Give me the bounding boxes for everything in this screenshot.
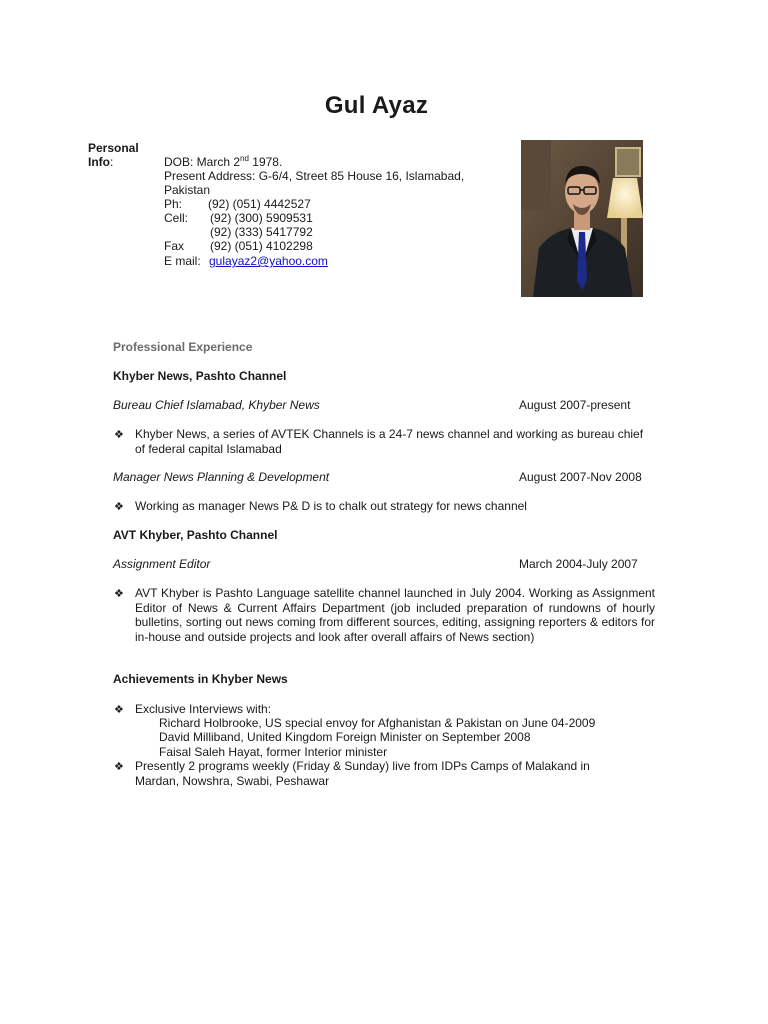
role-assignment-editor: Assignment Editor [113, 557, 211, 571]
address-line2: Pakistan [164, 183, 211, 197]
info-label: Info [88, 155, 110, 169]
profile-photo [521, 140, 643, 297]
fax-label: Fax [164, 239, 185, 253]
ph-label: Ph: [164, 197, 183, 211]
fax-value: (92) (051) 4102298 [210, 239, 313, 253]
info-colon: : [110, 155, 114, 169]
bullet-icon: ❖ [114, 501, 124, 513]
dob-line [164, 155, 282, 169]
email-link[interactable]: gulayaz2@yahoo.com [209, 254, 328, 268]
email-label: E mail: [164, 254, 201, 268]
bullet-icon: ❖ [114, 704, 124, 716]
interview-item: Richard Holbrooke, US special envoy for Afghanistan & Pakistan on June 04-2009 [159, 716, 596, 730]
achievement-idp-programs: Presently 2 programs weekly (Friday & Sunday) live from IDPs Camps of Malakand in Mardan, Nowshra, Swabi, Peshawar [135, 759, 590, 788]
section-professional-experience: Professional Experience [113, 340, 253, 354]
dob-suffix: 1978. [248, 155, 283, 169]
role-assignment-editor-desc: AVT Khyber is Pashto Language satellite channel launched in July 2004. Working as Assignment Editor of News & Current Affairs Department (job included preparation of rundowns of hourly bulletins, sorting out news coming from different sources, editing, assigning reporters & editors for in-house and outside projects and look after overall affairs of News section) [135, 586, 655, 644]
cell-value-1: (92) (300) 5909531 [210, 211, 313, 225]
role-manager-news: Manager News Planning & Development [113, 470, 330, 484]
role-manager-news-desc: Working as manager News P& D is to chalk out strategy for news channel [135, 499, 527, 513]
page-title: Gul Ayaz [324, 92, 429, 119]
cell-label: Cell: [164, 211, 189, 225]
bullet-icon: ❖ [114, 429, 124, 441]
employer-avt-khyber: AVT Khyber, Pashto Channel [113, 528, 278, 542]
role-bureau-chief-dates: August 2007-present [519, 398, 631, 412]
bullet-icon: ❖ [114, 588, 124, 600]
dob-sup: nd [240, 154, 249, 163]
personal-heading-line2 [88, 155, 113, 169]
role-bureau-chief: Bureau Chief Islamabad, Khyber News [113, 398, 320, 412]
achievement-interviews: Exclusive Interviews with: [135, 702, 272, 716]
ph-value: (92) (051) 4442527 [208, 197, 311, 211]
personal-heading: Personal [88, 141, 139, 155]
dob-prefix: DOB: March 2 [164, 155, 241, 169]
address-line1: Present Address: G-6/4, Street 85 House 16, Islamabad, [164, 169, 465, 183]
interview-item: David Milliband, United Kingdom Foreign Minister on September 2008 [159, 730, 531, 744]
section-achievements: Achievements in Khyber News [113, 672, 288, 686]
cell-value-2: (92) (333) 5417792 [210, 225, 313, 239]
role-bureau-chief-desc: Khyber News, a series of AVTEK Channels is a 24-7 news channel and working as bureau chief of federal capital Islamabad [135, 427, 644, 456]
interview-item: Faisal Saleh Hayat, former Interior minister [159, 745, 388, 759]
bullet-icon: ❖ [114, 761, 124, 773]
role-assignment-editor-dates: March 2004-July 2007 [519, 557, 638, 571]
employer-khyber-news: Khyber News, Pashto Channel [113, 369, 287, 383]
role-manager-news-dates: August 2007-Nov 2008 [519, 470, 642, 484]
